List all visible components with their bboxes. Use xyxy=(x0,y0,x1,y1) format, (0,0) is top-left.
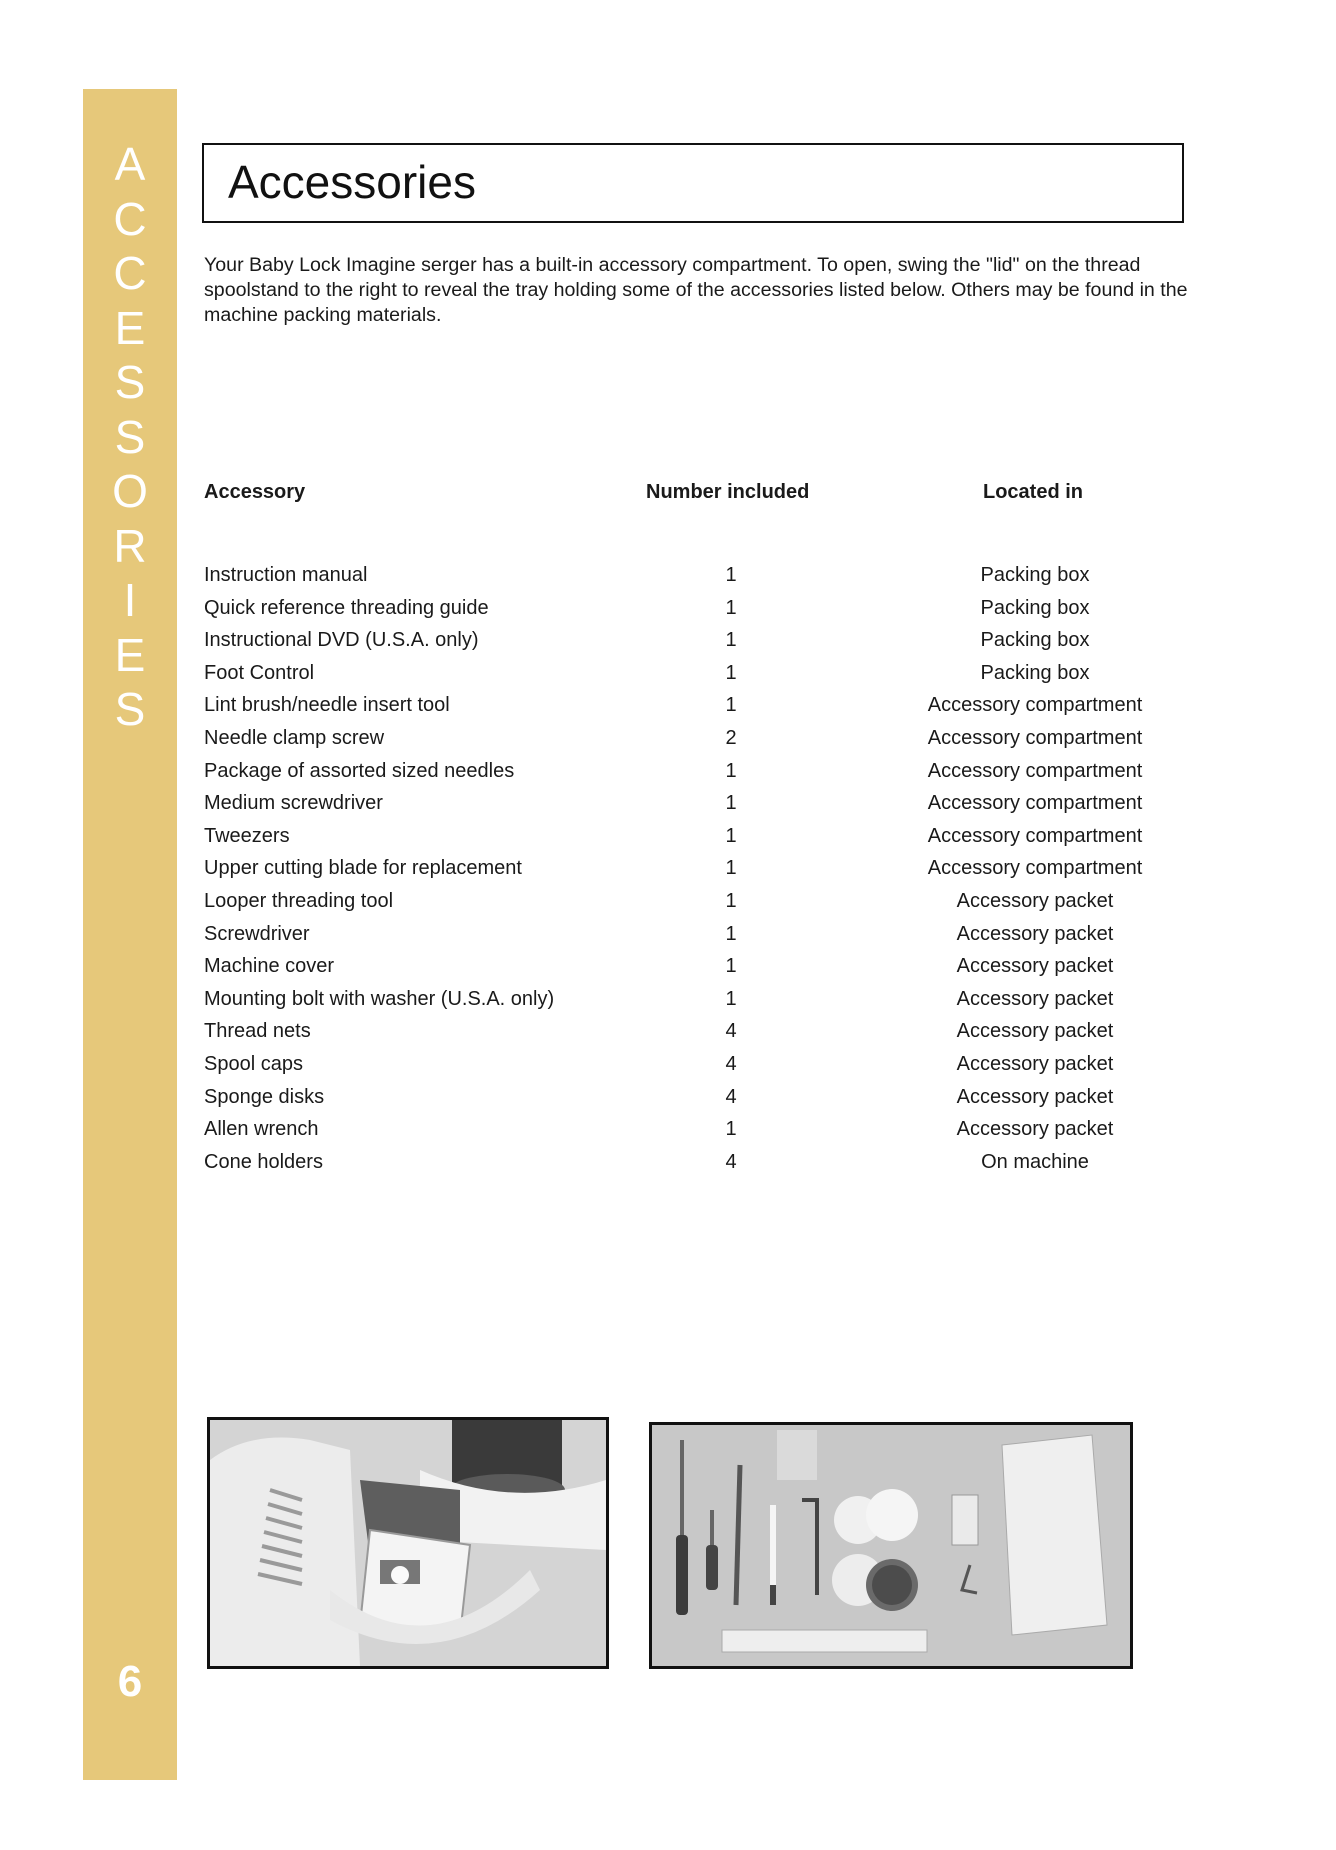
accessory-name: Sponge disks xyxy=(204,1085,325,1108)
accessory-name: Needle clamp screw xyxy=(204,726,385,749)
located-in: Packing box xyxy=(980,629,1090,652)
accessory-name: Upper cutting blade for replacement xyxy=(204,857,522,880)
located-in: Accessory compartment xyxy=(927,726,1143,749)
number-included: 4 xyxy=(725,1150,737,1173)
accessory-name: Cone holders xyxy=(204,1150,323,1173)
located-in: On machine xyxy=(981,1150,1089,1173)
number-included: 1 xyxy=(725,564,737,586)
table-row xyxy=(0,888,1336,921)
table-row xyxy=(0,953,1336,986)
sidebar-letter: C xyxy=(113,192,147,245)
located-in: Accessory compartment xyxy=(927,857,1143,880)
intro-paragraph: Your Baby Lock Imagine serger has a built-in accessory compartment. To open, swing the "lid" on the thread spoolstand to the right to reveal the tray holding some of the accessories listed below. Others may be found in the machine packing materials. xyxy=(204,254,1188,326)
table-row xyxy=(0,790,1336,823)
accessory-name: Allen wrench xyxy=(204,1118,319,1141)
header-number-included: Number included xyxy=(646,481,810,503)
table-row xyxy=(0,725,1336,758)
accessory-name: Medium screwdriver xyxy=(204,792,383,815)
located-in: Packing box xyxy=(980,564,1090,586)
sidebar-letter: C xyxy=(113,247,147,299)
number-included: 1 xyxy=(725,596,737,619)
located-in: Accessory packet xyxy=(956,1118,1114,1141)
table-row xyxy=(0,823,1336,856)
located-in: Accessory packet xyxy=(956,1020,1114,1043)
sidebar-letter: A xyxy=(114,138,146,190)
number-included: 4 xyxy=(725,1085,737,1108)
table-row xyxy=(0,1149,1336,1182)
table-row xyxy=(0,595,1336,628)
sidebar-letter: S xyxy=(114,683,146,735)
number-included: 1 xyxy=(725,922,737,945)
header-accessory: Accessory xyxy=(204,481,306,503)
accessory-name: Instructional DVD (U.S.A. only) xyxy=(204,629,479,652)
sidebar-letter: E xyxy=(114,628,146,681)
number-included: 1 xyxy=(725,987,737,1010)
table-row xyxy=(0,855,1336,888)
accessory-table xyxy=(0,562,1336,1181)
located-in: Accessory packet xyxy=(956,922,1114,945)
table-row xyxy=(0,921,1336,954)
sidebar-letter: R xyxy=(113,519,147,572)
table-row xyxy=(0,660,1336,693)
accessory-name: Screwdriver xyxy=(204,922,310,945)
accessory-items-photo xyxy=(649,1422,1133,1669)
accessory-name: Machine cover xyxy=(204,955,335,978)
accessory-name: Foot Control xyxy=(204,661,315,684)
sidebar-letter: S xyxy=(114,410,146,463)
accessory-name: Package of assorted sized needles xyxy=(204,759,515,782)
located-in: Packing box xyxy=(980,596,1090,619)
sidebar-letter: I xyxy=(123,574,137,626)
accessory-compartment-photo xyxy=(207,1417,609,1669)
accessory-name: Lint brush/needle insert tool xyxy=(204,694,450,717)
number-included: 1 xyxy=(725,629,737,652)
number-included: 1 xyxy=(725,694,737,717)
accessory-name: Quick reference threading guide xyxy=(204,596,489,619)
number-included: 4 xyxy=(725,1052,737,1075)
number-included: 1 xyxy=(725,759,737,782)
accessory-name: Spool caps xyxy=(204,1052,303,1075)
located-in: Accessory packet xyxy=(956,1085,1114,1108)
accessory-name: Thread nets xyxy=(204,1020,311,1043)
table-row xyxy=(0,758,1336,791)
number-included: 1 xyxy=(725,1118,737,1141)
table-row xyxy=(0,1051,1336,1084)
table-row xyxy=(0,986,1336,1019)
sidebar-letter: E xyxy=(114,301,146,354)
header-located-in: Located in xyxy=(983,481,1084,503)
located-in: Accessory packet xyxy=(956,889,1114,912)
number-included: 1 xyxy=(725,792,737,815)
number-included: 1 xyxy=(725,824,737,847)
located-in: Accessory packet xyxy=(956,955,1114,978)
accessory-name: Mounting bolt with washer (U.S.A. only) xyxy=(204,987,555,1010)
sidebar-letter: S xyxy=(114,356,146,408)
accessory-name: Looper threading tool xyxy=(204,889,394,912)
page-title: Accessories xyxy=(228,156,476,208)
table-row xyxy=(0,1116,1336,1149)
located-in: Packing box xyxy=(980,661,1090,684)
located-in: Accessory packet xyxy=(956,987,1114,1010)
sidebar-letter: O xyxy=(112,465,148,517)
table-row xyxy=(0,627,1336,660)
table-row xyxy=(0,1084,1336,1117)
accessory-name: Tweezers xyxy=(204,824,290,847)
title-box xyxy=(202,143,1184,223)
located-in: Accessory compartment xyxy=(927,824,1143,847)
number-included: 1 xyxy=(725,955,737,978)
located-in: Accessory packet xyxy=(956,1052,1114,1075)
table-row xyxy=(0,1018,1336,1051)
located-in: Accessory compartment xyxy=(927,694,1143,717)
located-in: Accessory compartment xyxy=(927,792,1143,815)
accessory-name: Instruction manual xyxy=(204,564,368,586)
number-included: 2 xyxy=(725,726,737,749)
table-row xyxy=(0,562,1336,595)
number-included: 4 xyxy=(725,1020,737,1043)
number-included: 1 xyxy=(725,661,737,684)
table-row xyxy=(0,692,1336,725)
number-included: 1 xyxy=(725,889,737,912)
located-in: Accessory compartment xyxy=(927,759,1143,782)
page-number: 6 xyxy=(117,1657,143,1706)
number-included: 1 xyxy=(725,857,737,880)
